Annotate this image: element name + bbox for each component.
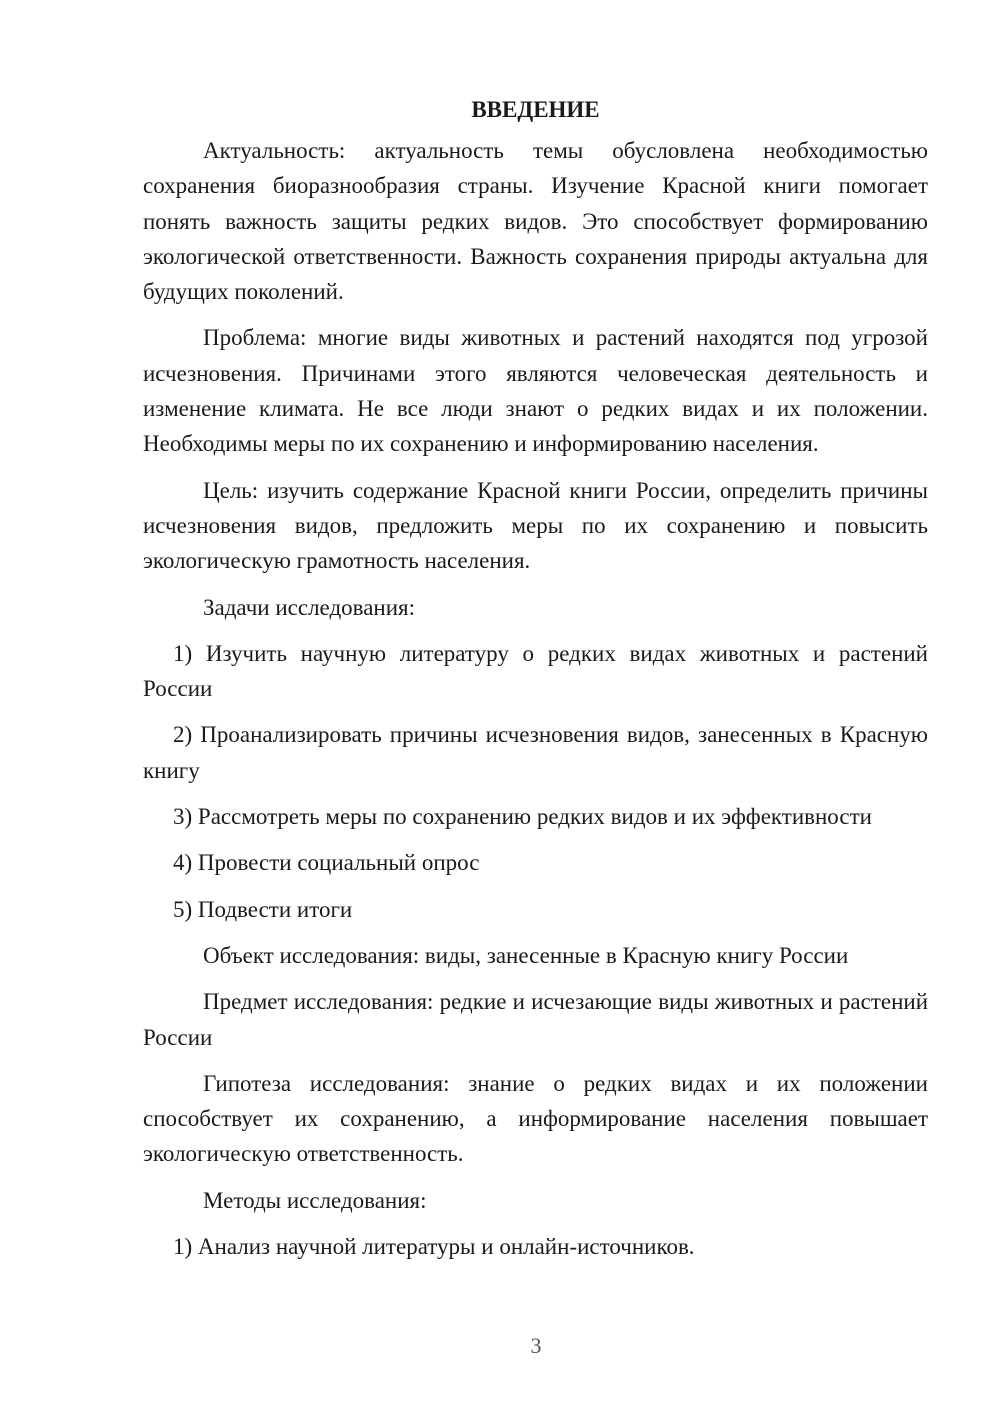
list-item: 1) Изучить научную литературу о редких видах животных и растений России	[143, 640, 928, 702]
paragraph-hypothesis: Гипотеза исследования: знание о редких видах и их положении способствует их сохранению, а информирование населения повышает экологическую ответственность.	[143, 1070, 928, 1167]
methods-list	[143, 1229, 928, 1264]
paragraph-relevance: Актуальность: актуальность темы обусловлена необходимостью сохранения биоразнообразия страны. Изучение Красной книги помогает понять важность защиты редких видов. Это способствует формированию экологической ответственности. Важность сохранения природы актуальна для будущих поколений.	[143, 138, 928, 305]
paragraph-goal: Цель: изучить содержание Красной книги России, определить причины исчезновения видов, предложить меры по их сохранению и повысить экологическую грамотность населения.	[143, 477, 928, 574]
paragraph-object: Объект исследования: виды, занесенные в Красную книгу России	[203, 942, 849, 968]
document-page	[143, 92, 928, 1275]
paragraph-subject: Предмет исследования: редкие и исчезающие виды животных и растений России	[143, 989, 928, 1050]
document-title: ВВЕДЕНИЕ	[471, 97, 600, 122]
list-item: 2) Проанализировать причины исчезновения видов, занесенных в Красную книгу	[143, 722, 928, 783]
list-item: 4) Провести социальный опрос	[173, 850, 480, 876]
methods-heading: Методы исследования:	[203, 1187, 427, 1213]
list-item: 3) Рассмотреть меры по сохранению редких видов и их эффективности	[173, 804, 872, 830]
page-number: 3	[530, 1333, 542, 1358]
tasks-list	[143, 636, 928, 927]
list-item: 5) Подвести итоги	[173, 896, 353, 922]
tasks-heading: Задачи исследования:	[203, 594, 416, 620]
list-item: 1) Анализ научной литературы и онлайн-источников.	[173, 1234, 695, 1260]
paragraph-problem: Проблема: многие виды животных и растений находятся под угрозой исчезновения. Причинами этого являются человеческая деятельность и изменение климата. Не все люди знают о редких видах и их положении. Необходимы меры по их сохранению и информированию населения.	[143, 325, 928, 457]
